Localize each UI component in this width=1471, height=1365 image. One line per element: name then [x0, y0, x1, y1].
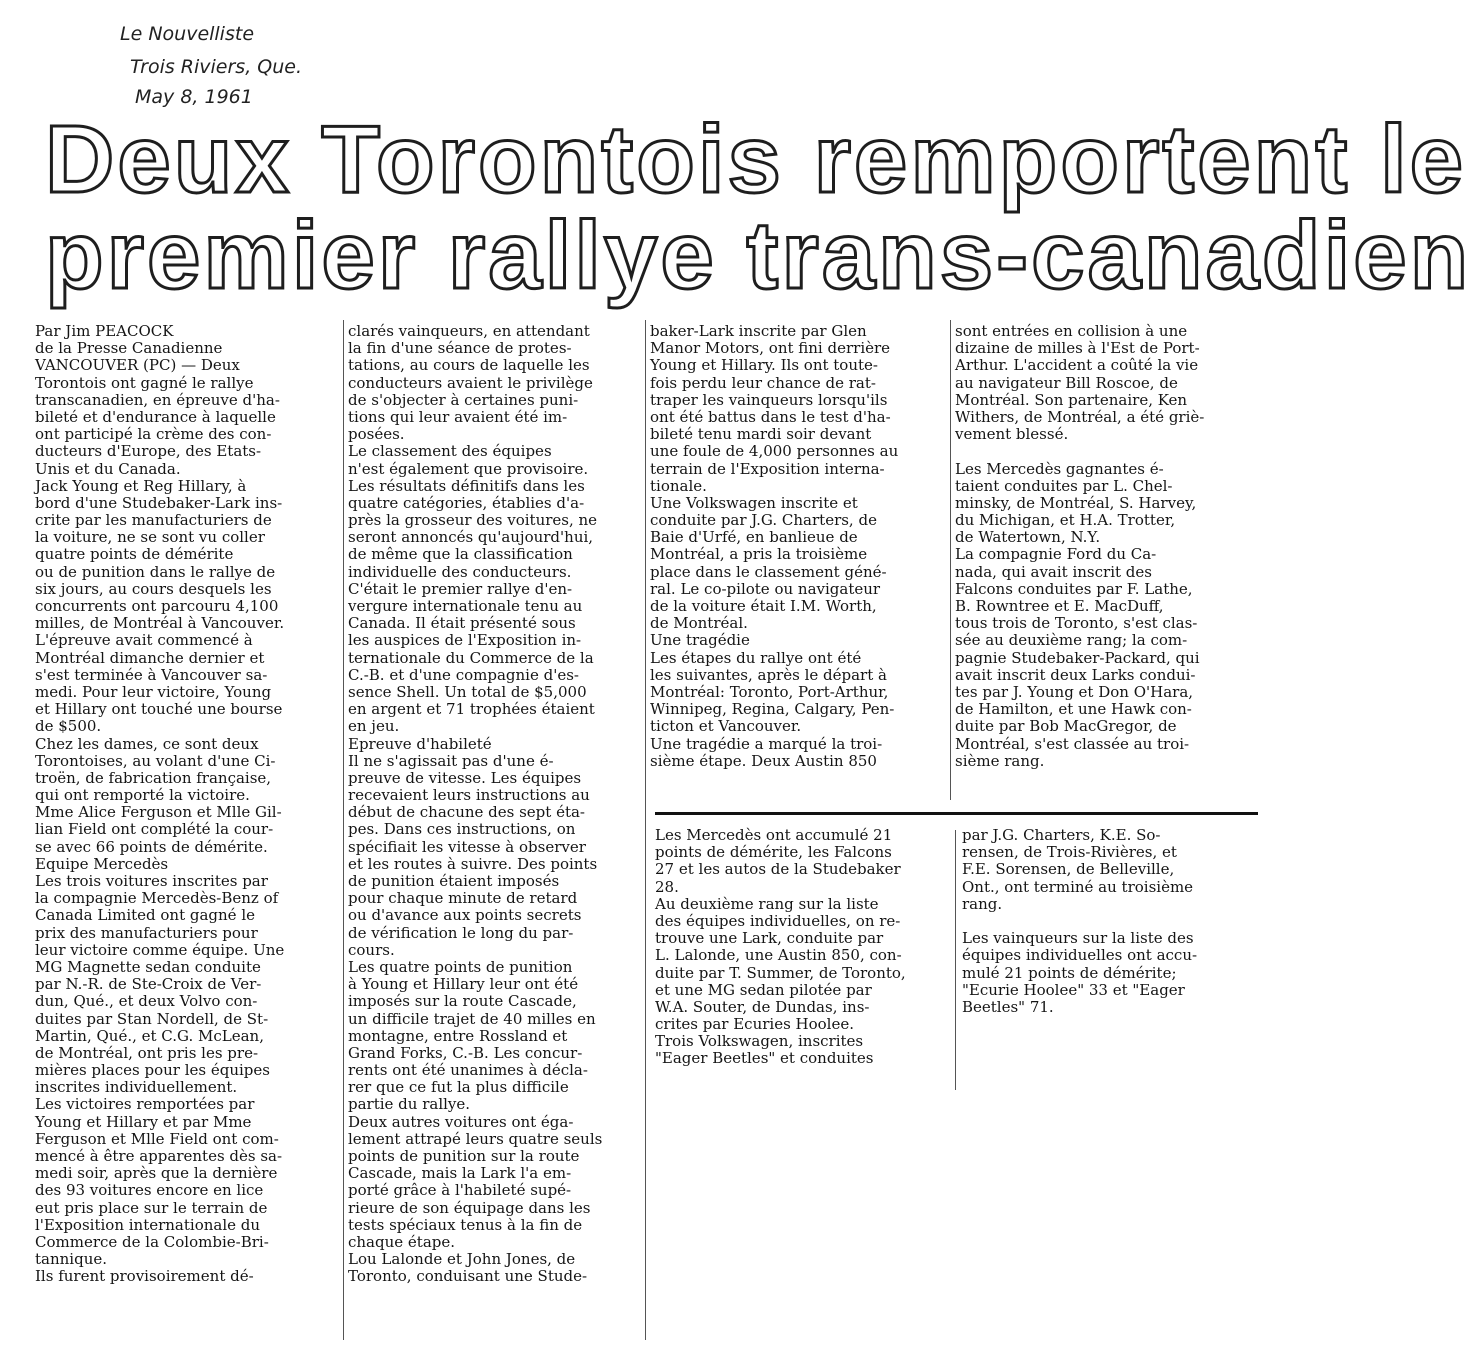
- article-line: ou d'avance aux points secrets: [348, 906, 582, 925]
- article-line: Mme Alice Ferguson et Mlle Gil-: [35, 803, 282, 822]
- article-line: C'était le premier rallye d'en-: [348, 579, 573, 598]
- article-line: Les étapes du rallye ont été: [650, 648, 862, 667]
- article-line: lement attrapé leurs quatre seuls: [348, 1129, 603, 1148]
- article-line: crites par Ecuries Hoolee.: [655, 1015, 855, 1034]
- article-line: Epreuve d'habileté: [348, 734, 492, 753]
- article-line: Trois Volkswagen, inscrites: [655, 1032, 864, 1051]
- article-line: 28.: [655, 877, 679, 896]
- article-line: dun, Qué., et deux Volvo con-: [35, 992, 258, 1011]
- article-line: Les trois voitures inscrites par: [35, 872, 268, 890]
- article-line: taient conduites par L. Chel-: [955, 476, 1173, 495]
- article-line: des équipes individuelles, on re-: [655, 911, 901, 930]
- article-line: nada, qui avait inscrit des: [955, 562, 1152, 581]
- article-line: et Hillary ont touché une bourse: [35, 700, 283, 719]
- article-line: Le classement des équipes: [348, 442, 552, 461]
- article-line: Une tragédie a marqué la troi-: [650, 734, 883, 753]
- article-line: du Michigan, et H.A. Trotter,: [955, 511, 1176, 530]
- article-line: Montréal, a pris la troisième: [650, 545, 868, 564]
- article-line: imposés sur la route Cascade,: [348, 992, 577, 1011]
- article-line: duite par T. Summer, de Toronto,: [655, 963, 906, 982]
- article-line: Montréal, s'est classée au troi-: [955, 734, 1190, 753]
- article-line: Les Mercedès gagnantes é-: [955, 459, 1164, 478]
- article-line: partie du rallye.: [348, 1095, 471, 1114]
- article-line: de vérification le long du par-: [348, 923, 574, 942]
- article-line: se avec 66 points de démérite.: [35, 837, 268, 856]
- article-line: au navigateur Bill Roscoe, de: [955, 373, 1178, 392]
- article-line: vergure internationale tenu au: [348, 597, 583, 615]
- article-line: Winnipeg, Regina, Calgary, Pen-: [650, 700, 895, 719]
- article-line: tations, au cours de laquelle les: [348, 356, 590, 375]
- article-line: Manor Motors, ont fini derrière: [650, 339, 891, 358]
- article-line: un difficile trajet de 40 milles en: [348, 1009, 596, 1028]
- article-line: Young et Hillary. Ils ont toute-: [650, 356, 878, 375]
- article-line: Young et Hillary et par Mme: [35, 1112, 252, 1131]
- article-line: tionale.: [650, 476, 707, 495]
- article-line: medi soir, après que la dernière: [35, 1164, 278, 1183]
- article-line: B. Rowntree et E. MacDuff,: [955, 597, 1164, 615]
- article-line: à Young et Hillary leur ont été: [348, 975, 579, 994]
- article-line: s'est terminée à Vancouver sa-: [35, 665, 268, 684]
- article-line: de Hamilton, et une Hawk con-: [955, 700, 1192, 719]
- article-line: individuelle des conducteurs.: [348, 562, 572, 581]
- article-line: inscrites individuellement.: [35, 1078, 238, 1097]
- article-line: début de chacune des sept éta-: [348, 803, 585, 822]
- article-line: de Montréal.: [650, 614, 748, 633]
- article-line: tests spéciaux tenus à la fin de: [348, 1215, 583, 1234]
- article-line: avait inscrit deux Larks condui-: [955, 665, 1196, 684]
- article-line: Unis et du Canada.: [35, 459, 181, 478]
- article-line: Canada Limited ont gagné le: [35, 906, 256, 925]
- article-line: duite par Bob MacGregor, de: [955, 717, 1177, 736]
- article-line: ont participé la crème des con-: [35, 425, 272, 444]
- article-line: Les vainqueurs sur la liste des: [962, 929, 1194, 948]
- article-line: pes. Dans ces instructions, on: [348, 820, 576, 839]
- article-line: Au deuxième rang sur la liste: [655, 894, 879, 913]
- article-line: de $500.: [35, 717, 102, 736]
- article-line: duites par Stan Nordell, de St-: [35, 1009, 269, 1028]
- article-line: conduite par J.G. Charters, de: [650, 511, 877, 530]
- article-line: mencé à être apparentes dès sa-: [35, 1147, 283, 1165]
- article-column-6: [962, 827, 1252, 1016]
- article-line: Toronto, conduisant une Stude-: [348, 1267, 588, 1286]
- article-line: bileté et d'endurance à laquelle: [35, 407, 276, 426]
- article-line: de Watertown, N.Y.: [955, 528, 1101, 547]
- article-line: F.E. Sorensen, de Belleville,: [962, 860, 1175, 879]
- article-line: Grand Forks, C.-B. Les concur-: [348, 1043, 583, 1062]
- article-line: prix des manufacturiers pour: [35, 923, 258, 942]
- article-line: les auspices de l'Exposition in-: [348, 631, 582, 650]
- article-line: preuve de vitesse. Les équipes: [348, 768, 582, 787]
- column-rule: [645, 320, 646, 1340]
- article-column-4: [955, 323, 1245, 770]
- article-line: tannique.: [35, 1250, 107, 1269]
- source-newspaper-name: Le Nouvelliste: [120, 23, 255, 45]
- article-line: [955, 443, 1245, 460]
- article-line: de punition étaient imposés: [348, 872, 560, 890]
- article-line: Montréal dimanche dernier et: [35, 648, 265, 667]
- article-line: la compagnie Mercedès-Benz of: [35, 889, 279, 908]
- article-line: crite par les manufacturiers de: [35, 511, 272, 530]
- article-line: pagnie Studebaker-Packard, qui: [955, 648, 1200, 667]
- article-line: troën, de fabrication française,: [35, 768, 272, 787]
- headline-line-1: Deux Torontois remportent le: [45, 106, 1467, 213]
- article-line: milles, de Montréal à Vancouver.: [35, 614, 285, 633]
- article-line: Les quatre points de punition: [348, 957, 573, 976]
- article-line: porté grâce à l'habileté supé-: [348, 1181, 572, 1200]
- article-line: bord d'une Studebaker-Lark ins-: [35, 493, 283, 512]
- article-line: par J.G. Charters, K.E. So-: [962, 826, 1161, 844]
- article-line: Baie d'Urfé, en banlieue de: [650, 528, 858, 547]
- article-line: ou de punition dans le rallye de: [35, 562, 276, 581]
- article-line: medi. Pour leur victoire, Young: [35, 682, 272, 701]
- article-line: mières places pour les équipes: [35, 1061, 270, 1080]
- article-line: vement blessé.: [955, 425, 1069, 444]
- article-line: Il ne s'agissait pas d'une é-: [348, 751, 554, 770]
- article-line: chaque étape.: [348, 1232, 456, 1251]
- article-line: VANCOUVER (PC) — Deux: [35, 356, 240, 375]
- article-line: ternationale du Commerce de la: [348, 648, 594, 667]
- article-line: Montréal: Toronto, Port-Arthur,: [650, 682, 889, 701]
- article-line: Ont., ont terminé au troisième: [962, 877, 1194, 896]
- article-line: C.-B. et d'une compagnie d'es-: [348, 665, 579, 684]
- article-column-5: [655, 827, 950, 1068]
- article-line: de s'objecter à certaines puni-: [348, 390, 579, 409]
- article-line: sée au deuxième rang; la com-: [955, 631, 1188, 650]
- article-line: Jack Young et Reg Hillary, à: [35, 476, 247, 495]
- article-line: Torontois ont gagné le rallye: [35, 373, 254, 392]
- article-line: traper les vainqueurs lorsqu'ils: [650, 390, 888, 409]
- article-line: minsky, de Montréal, S. Harvey,: [955, 493, 1197, 512]
- article-line: ral. Le co-pilote ou navigateur: [650, 579, 881, 598]
- article-line: Withers, de Montréal, a été griè-: [955, 407, 1205, 426]
- article-line: W.A. Souter, de Dundas, ins-: [655, 997, 870, 1016]
- article-line: de la voiture était I.M. Worth,: [650, 597, 877, 615]
- article-line: terrain de l'Exposition interna-: [650, 459, 885, 478]
- article-line: sième rang.: [955, 751, 1045, 770]
- article-line: ticton et Vancouver.: [650, 717, 802, 736]
- article-line: Les Mercedès ont accumulé 21: [655, 826, 893, 844]
- article-line: de Montréal, ont pris les pre-: [35, 1043, 259, 1062]
- article-line: Canada. Il était présenté sous: [348, 614, 576, 633]
- source-date: May 8, 1961: [135, 86, 253, 108]
- article-line: conducteurs avaient le privilège: [348, 373, 593, 392]
- article-line: l'Exposition internationale du: [35, 1215, 261, 1234]
- article-line: et les routes à suivre. Des points: [348, 854, 598, 873]
- article-line: Deux autres voitures ont éga-: [348, 1112, 574, 1131]
- article-line: Par Jim PEACOCK: [35, 322, 174, 340]
- article-line: Beetles" 71.: [962, 997, 1054, 1016]
- article-line: et une MG sedan pilotée par: [655, 980, 872, 999]
- article-line: Montréal. Son partenaire, Ken: [955, 390, 1188, 409]
- article-line: clarés vainqueurs, en attendant: [348, 322, 590, 340]
- article-line: par N.-R. de Ste-Croix de Ver-: [35, 975, 262, 994]
- article-line: quatre catégories, établies d'a-: [348, 493, 585, 512]
- article-line: sième étape. Deux Austin 850: [650, 751, 877, 770]
- article-line: la voiture, ne se sont vu coller: [35, 528, 265, 547]
- article-line: mulé 21 points de démérite;: [962, 963, 1177, 982]
- article-line: Les victoires remportées par: [35, 1095, 255, 1114]
- article-line: bileté tenu mardi soir devant: [650, 425, 872, 444]
- article-line: 27 et les autos de la Studebaker: [655, 860, 901, 879]
- section-rule: [655, 812, 1258, 815]
- article-line: n'est également que provisoire.: [348, 459, 589, 478]
- article-line: points de punition sur la route: [348, 1147, 580, 1165]
- article-line: place dans le classement géné-: [650, 562, 887, 581]
- article-line: Ils furent provisoirement dé-: [35, 1267, 254, 1286]
- article-line: qui ont remporté la victoire.: [35, 786, 250, 805]
- article-line: spécifiait les vitesse à observer: [348, 837, 586, 856]
- article-line: tous trois de Toronto, s'est clas-: [955, 614, 1198, 633]
- article-line: sence Shell. Un total de $5,000: [348, 682, 587, 701]
- article-line: concurrents ont parcouru 4,100: [35, 597, 279, 615]
- column-rule: [343, 320, 344, 1340]
- article-column-1: [35, 323, 335, 1286]
- article-line: ont été battus dans le test d'ha-: [650, 407, 891, 426]
- article-line: fois perdu leur chance de rat-: [650, 373, 876, 392]
- article-line: les suivantes, après le départ à: [650, 665, 887, 684]
- article-line: leur victoire comme équipe. Une: [35, 940, 285, 959]
- article-line: Lou Lalonde et John Jones, de: [348, 1250, 576, 1269]
- article-line: ducteurs d'Europe, des Etats-: [35, 442, 262, 461]
- article-line: rer que ce fut la plus difficile: [348, 1078, 569, 1097]
- article-line: rensen, de Trois-Rivières, et: [962, 843, 1177, 862]
- article-line: seront annoncés qu'aujourd'hui,: [348, 528, 594, 547]
- article-line: La compagnie Ford du Ca-: [955, 545, 1157, 564]
- article-line: Ferguson et Mlle Field ont com-: [35, 1129, 279, 1148]
- article-line: Une tragédie: [650, 631, 750, 650]
- article-line: Torontoises, au volant d'une Ci-: [35, 751, 276, 770]
- article-line: rieure de son équipage dans les: [348, 1198, 591, 1217]
- article-line: six jours, au cours desquels les: [35, 579, 272, 598]
- article-line: cours.: [348, 940, 395, 959]
- article-line: de même que la classification: [348, 545, 573, 564]
- article-line: Cascade, mais la Lark l'a em-: [348, 1164, 572, 1183]
- source-location: Trois Riviers, Que.: [130, 56, 302, 78]
- article-line: tions qui leur avaient été im-: [348, 407, 568, 426]
- article-line: de la Presse Canadienne: [35, 339, 223, 358]
- article-line: une foule de 4,000 personnes au: [650, 442, 899, 461]
- article-line: Les résultats définitifs dans les: [348, 476, 585, 495]
- article-line: MG Magnette sedan conduite: [35, 957, 261, 976]
- article-line: pour chaque minute de retard: [348, 889, 578, 908]
- article-line: quatre points de démérite: [35, 545, 234, 564]
- article-line: L. Lalonde, une Austin 850, con-: [655, 946, 902, 965]
- article-line: dizaine de milles à l'Est de Port-: [955, 339, 1200, 358]
- article-column-3: [650, 323, 945, 770]
- article-line: Arthur. L'accident a coûté la vie: [955, 356, 1199, 375]
- article-line: montagne, entre Rossland et: [348, 1026, 568, 1045]
- article-line: Falcons conduites par F. Lathe,: [955, 579, 1193, 598]
- article-line: Chez les dames, ce sont deux: [35, 734, 259, 753]
- article-line: en argent et 71 trophées étaient: [348, 700, 595, 719]
- article-line: [962, 913, 1252, 930]
- article-line: en jeu.: [348, 717, 400, 736]
- article-line: près la grosseur des voitures, ne: [348, 511, 598, 530]
- article-line: la fin d'une séance de protes-: [348, 339, 572, 358]
- article-line: Equipe Mercedès: [35, 854, 169, 873]
- article-line: lian Field ont complété la cour-: [35, 820, 274, 839]
- article-line: équipes individuelles ont accu-: [962, 946, 1198, 965]
- article-line: Une Volkswagen inscrite et: [650, 493, 858, 512]
- article-line: posées.: [348, 425, 405, 444]
- article-line: Commerce de la Colombie-Bri-: [35, 1232, 269, 1251]
- article-line: eut pris place sur le terrain de: [35, 1198, 268, 1217]
- article-line: sont entrées en collision à une: [955, 322, 1188, 340]
- article-line: "Ecurie Hoolee" 33 et "Eager: [962, 980, 1185, 999]
- article-line: recevaient leurs instructions au: [348, 786, 590, 805]
- article-line: rents ont été unanimes à décla-: [348, 1061, 588, 1080]
- article-line: des 93 voitures encore en lice: [35, 1181, 264, 1200]
- column-rule: [955, 830, 956, 1090]
- article-line: Martin, Qué., et C.G. McLean,: [35, 1026, 264, 1045]
- article-line: trouve une Lark, conduite par: [655, 929, 884, 948]
- article-column-2: [348, 323, 640, 1286]
- article-line: rang.: [962, 894, 1003, 913]
- column-rule: [950, 320, 951, 800]
- article-line: baker-Lark inscrite par Glen: [650, 322, 867, 340]
- article-line: transcanadien, en épreuve d'ha-: [35, 390, 280, 409]
- article-line: tes par J. Young et Don O'Hara,: [955, 682, 1194, 701]
- headline-line-2: premier rallye trans-canadien: [45, 202, 1471, 309]
- article-line: points de démérite, les Falcons: [655, 843, 892, 862]
- article-line: "Eager Beetles" et conduites: [655, 1049, 874, 1068]
- article-line: L'épreuve avait commencé à: [35, 631, 253, 650]
